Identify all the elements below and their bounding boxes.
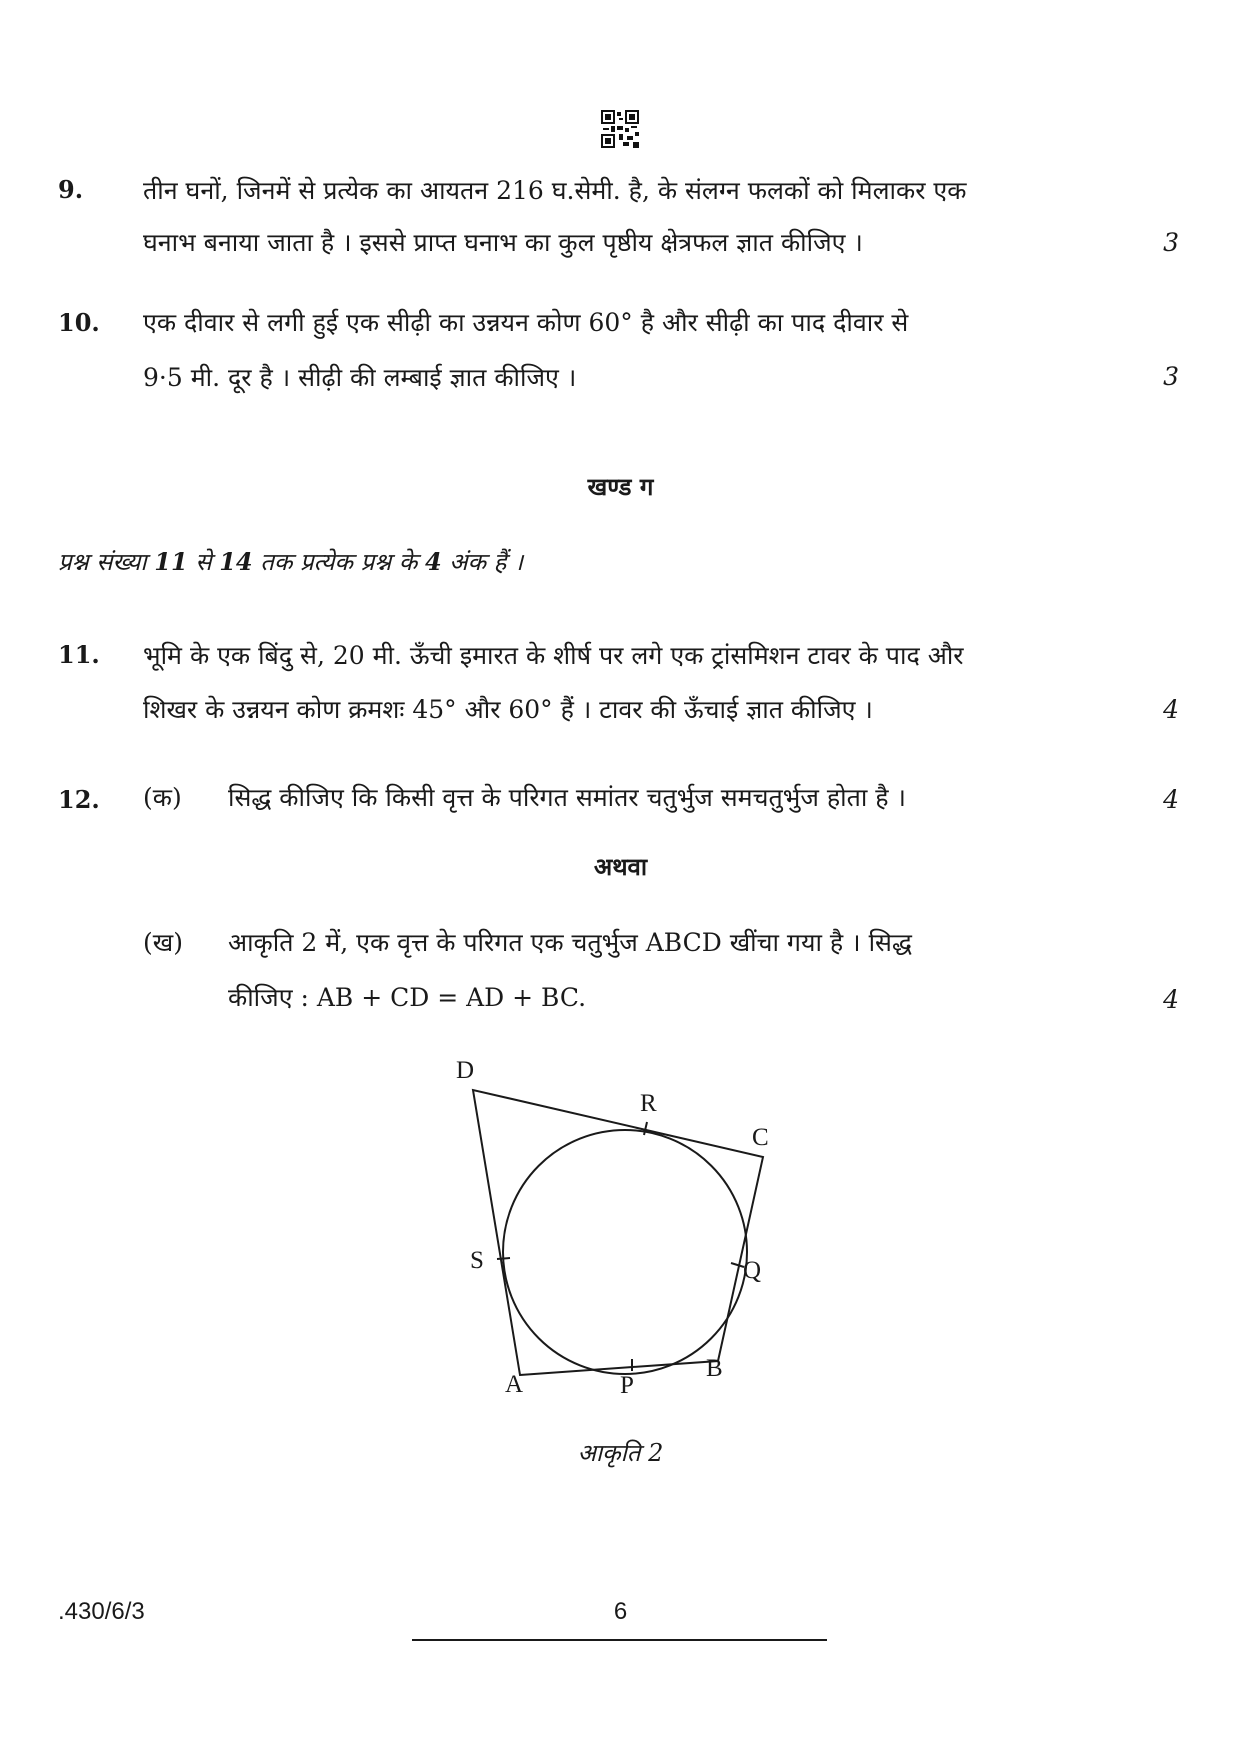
subpart-label: (क) — [143, 783, 182, 812]
vertex-label-b: B — [706, 1355, 723, 1382]
footer-divider — [412, 1639, 827, 1641]
question-text-line: सिद्ध कीजिए कि किसी वृत्त के परिगत समांतर चतुर्भुज समचतुर्भुज होता है । — [228, 783, 906, 812]
vertex-label-d: D — [456, 1057, 475, 1084]
question-text-line: शिखर के उन्नयन कोण क्रमशः 45° और 60° हैं । टावर की ऊँचाई ज्ञात कीजिए । — [143, 695, 873, 724]
question-number: 9. — [58, 175, 84, 204]
quadrilateral-abcd — [473, 1090, 763, 1375]
question-number: 10. — [58, 308, 100, 337]
point-label-s: S — [470, 1247, 484, 1274]
question-marks: 4 — [1163, 785, 1179, 814]
qr-code-icon — [601, 110, 639, 148]
question-text-line: 9·5 मी. दूर है । सीढ़ी की लम्बाई ज्ञात कीजिए । — [143, 363, 577, 392]
section-instruction: प्रश्न संख्या 11 से 14 तक प्रत्येक प्रश्न के 4 अंक हैं । — [58, 547, 524, 576]
vertex-label-c: C — [752, 1124, 769, 1151]
question-marks: 4 — [1163, 695, 1179, 724]
question-number: 11. — [58, 640, 100, 669]
question-text-line: एक दीवार से लगी हुई एक सीढ़ी का उन्नयन कोण 60° है और सीढ़ी का पाद दीवार से — [143, 308, 909, 337]
page-number: 6 — [613, 1598, 628, 1625]
vertex-label-a: A — [505, 1371, 524, 1398]
question-marks: 3 — [1163, 362, 1179, 391]
tick-mark-r — [644, 1122, 647, 1135]
or-separator: अथवा — [593, 852, 648, 881]
question-text-line: कीजिए : AB + CD = AD + BC. — [228, 983, 587, 1012]
tick-mark-s — [497, 1258, 510, 1259]
question-text-line: घनाभ बनाया जाता है । इससे प्राप्त घनाभ का कुल पृष्ठीय क्षेत्रफल ज्ञात कीजिए । — [143, 228, 863, 257]
point-label-q: Q — [743, 1257, 762, 1284]
question-text-line: आकृति 2 में, एक वृत्त के परिगत एक चतुर्भुज ABCD खींचा गया है । सिद्ध — [228, 928, 912, 957]
subpart-label: (ख) — [143, 928, 183, 957]
point-label-r: R — [640, 1090, 657, 1117]
question-marks: 3 — [1163, 228, 1179, 257]
inscribed-circle — [503, 1130, 747, 1374]
section-title: खण्ड ग — [587, 472, 654, 501]
paper-code: .430/6/3 — [58, 1598, 145, 1625]
question-text-line: भूमि के एक बिंदु से, 20 मी. ऊँची इमारत के शीर्ष पर लगे एक ट्रांसमिशन टावर के पाद और — [143, 641, 964, 670]
question-number: 12. — [58, 785, 100, 814]
question-marks: 4 — [1163, 985, 1179, 1014]
figure-caption: आकृति 2 — [577, 1439, 664, 1467]
point-label-p: P — [620, 1372, 634, 1399]
question-text-line: तीन घनों, जिनमें से प्रत्येक का आयतन 216 घ.सेमी. है, के संलग्न फलकों को मिलाकर एक — [143, 176, 967, 205]
figure-2-diagram — [450, 1050, 810, 1410]
